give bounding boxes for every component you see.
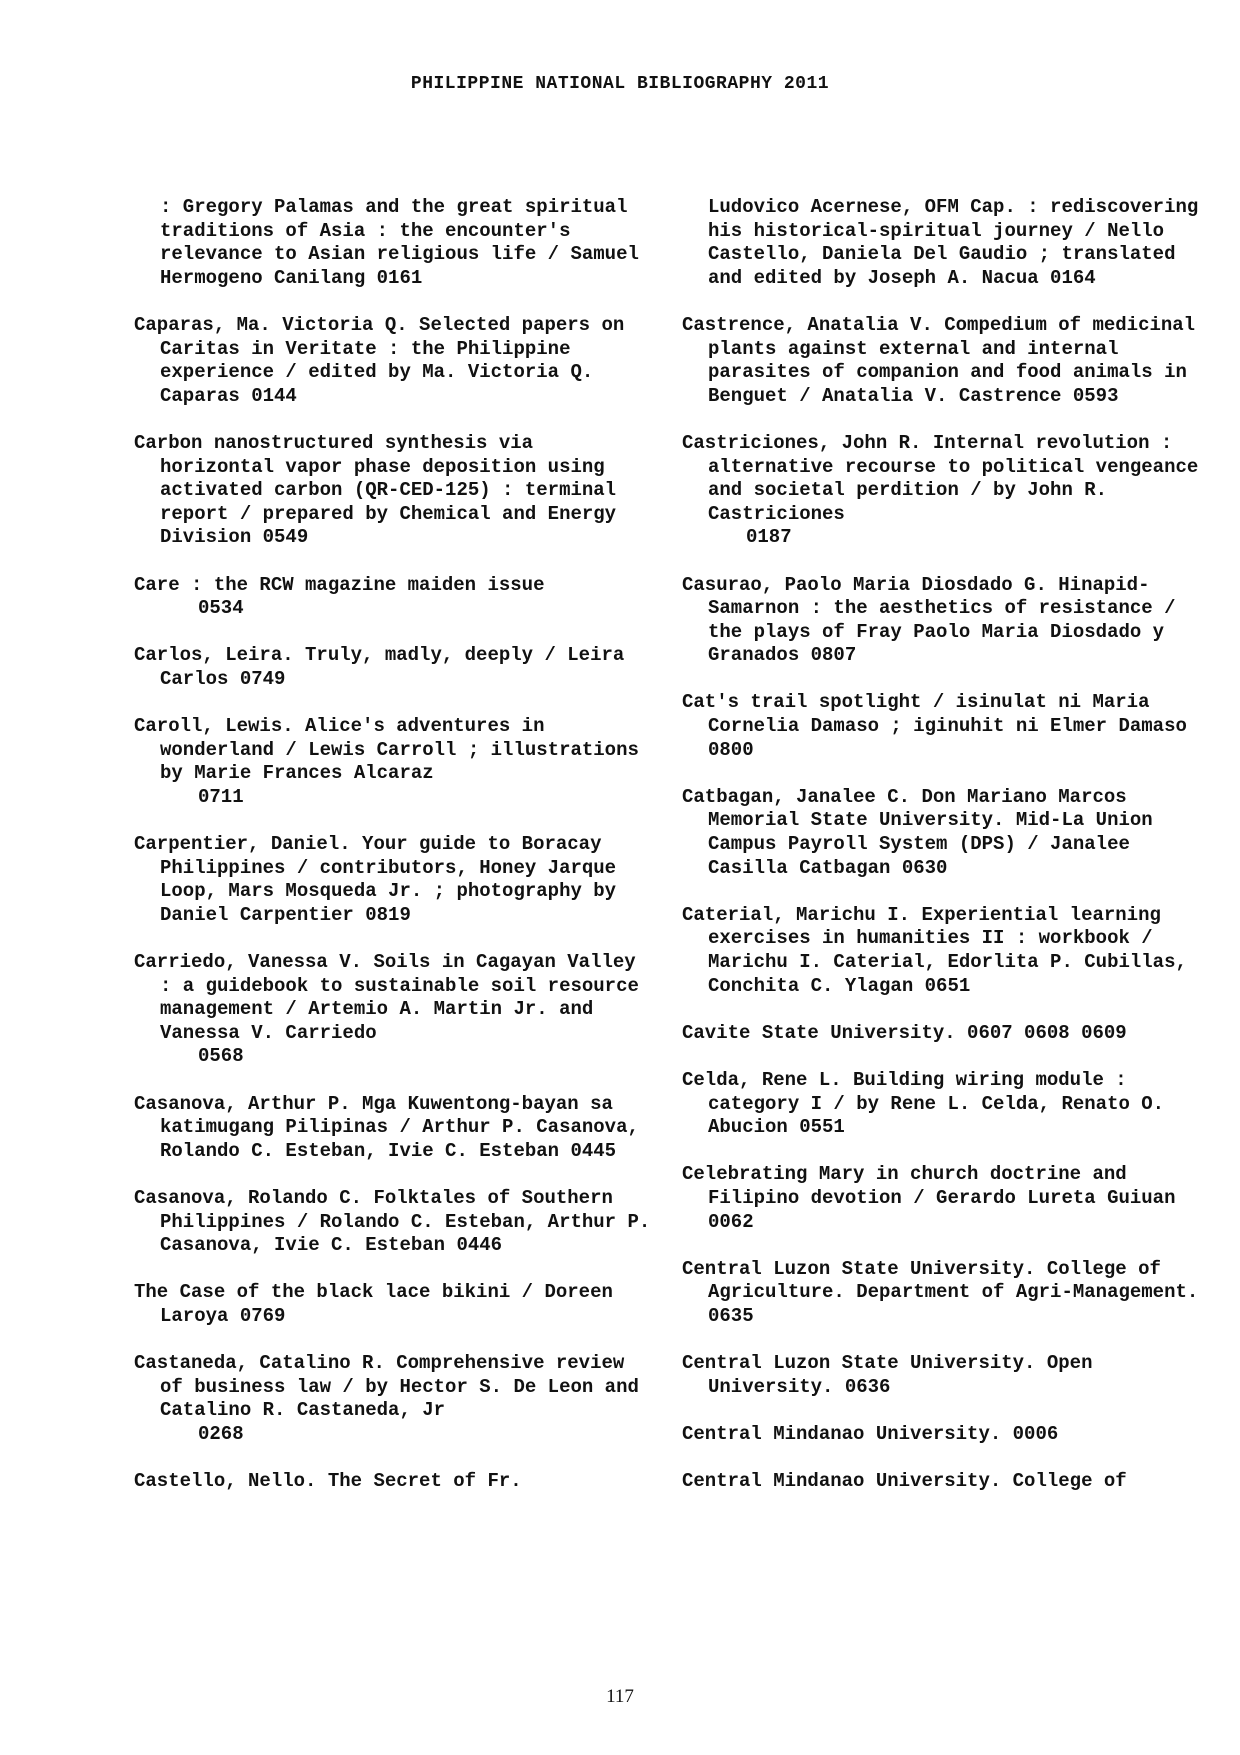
entry-text: Carriedo, Vanessa V. Soils in Cagayan Valley : a guidebook to sustainable soil resource management / Artemio A. Martin Jr. and Vanessa V. Carriedo <box>134 951 639 1044</box>
entry-text: Cat's trail spotlight / isinulat ni Maria Cornelia Damaso ; iginuhit ni Elmer Damaso 0800 <box>682 691 1187 761</box>
entry-text: Carbon nanostructured synthesis via horizontal vapor phase deposition using activated carbon (QR-CED-125) : terminal report / prepared by Chemical and Energy Division 0549 <box>134 431 617 549</box>
entry-text: Caparas, Ma. Victoria Q. Selected papers on Caritas in Veritate : the Philippine experience / edited by Ma. Victoria Q. Caparas 0144 <box>134 313 625 407</box>
bibliography-entry <box>682 691 1202 762</box>
bibliography-entry <box>682 196 1202 290</box>
bibliography-entry <box>134 715 654 809</box>
bibliography-entry <box>134 574 654 621</box>
entry-text: The Case of the black lace bikini / Doreen Laroya 0769 <box>134 1281 613 1327</box>
entry-number: 0187 <box>746 526 792 549</box>
bibliography-entry <box>682 432 1202 550</box>
entry-text: Castaneda, Catalino R. Comprehensive review of business law / by Hector S. De Leon and Catalino R. Castaneda, Jr <box>134 1352 639 1422</box>
entry-number: 0534 <box>198 597 244 620</box>
entry-text: Carpentier, Daniel. Your guide to Boracay Philippines / contributors, Honey Jarque Loop, Mars Mosqueda Jr. ; photography by Daniel Carpentier 0819 <box>134 833 617 926</box>
bibliography-entry <box>134 833 654 927</box>
entry-text: Cavite State University. 0607 0608 0609 <box>682 1021 1127 1044</box>
entry-text: Casurao, Paolo Maria Diosdado G. Hinapid-Samarnon : the aesthetics of resistance / the plays of Fray Paolo Maria Diosdado y Granados 0807 <box>682 573 1176 667</box>
page-header: PHILIPPINE NATIONAL BIBLIOGRAPHY 2011 <box>410 74 830 94</box>
page-number: 117 <box>606 1686 634 1707</box>
entry-text: Central Mindanao University. College of <box>682 1470 1127 1493</box>
entry-text: Celda, Rene L. Building wiring module : category I / by Rene L. Celda, Renato O. Abucion 0551 <box>682 1068 1165 1139</box>
bibliography-entry <box>682 1163 1202 1234</box>
bibliography-entry <box>682 1470 1202 1494</box>
entry-text: Carlos, Leira. Truly, madly, deeply / Leira Carlos 0749 <box>134 644 625 690</box>
entry-text: Casanova, Arthur P. Mga Kuwentong-bayan sa katimugang Pilipinas / Arthur P. Casanova, Rolando C. Esteban, Ivie C. Esteban 0445 <box>134 1092 639 1162</box>
bibliography-entry <box>134 1352 654 1446</box>
bibliography-entry <box>682 904 1202 998</box>
bibliography-entry <box>134 432 654 550</box>
entry-text: Central Luzon State University. College of Agriculture. Department of Agri-Management. 0635 <box>682 1257 1199 1327</box>
bibliography-entry <box>682 786 1202 880</box>
entry-number: 0568 <box>198 1045 244 1068</box>
entry-text: : Gregory Palamas and the great spiritual traditions of Asia : the encounter's relevance to Asian religious life / Samuel Hermogeno Canilang 0161 <box>160 196 639 289</box>
bibliography-entry <box>682 1022 1202 1046</box>
bibliography-entry <box>134 314 654 408</box>
entry-text: Castello, Nello. The Secret of Fr. <box>134 1470 522 1493</box>
bibliography-entry <box>682 1423 1202 1447</box>
bibliography-entry <box>682 1069 1202 1140</box>
bibliography-entry <box>134 1281 654 1328</box>
entry-text: Caroll, Lewis. Alice's adventures in wonderland / Lewis Carroll ; illustrations by Marie Frances Alcaraz <box>134 715 639 785</box>
bibliography-entry <box>682 1352 1202 1399</box>
bibliography-entry <box>134 644 654 691</box>
bibliography-entry <box>682 574 1202 668</box>
entry-text: Ludovico Acernese, OFM Cap. : rediscovering his historical-spiritual journey / Nello Castello, Daniela Del Gaudio ; translated and edited by Joseph A. Nacua 0164 <box>708 196 1199 289</box>
bibliography-entry <box>134 196 654 290</box>
bibliography-entry <box>134 1187 654 1258</box>
entry-text: Casanova, Rolando C. Folktales of Southern Philippines / Rolando C. Esteban, Arthur P. Casanova, Ivie C. Esteban 0446 <box>134 1186 651 1257</box>
entry-text: Care : the RCW magazine maiden issue <box>134 573 545 596</box>
entry-text: Castriciones, John R. Internal revolution : alternative recourse to political vengeance and societal perdition / by John R. Castriciones <box>682 431 1199 525</box>
bibliography-entry <box>134 1470 654 1494</box>
entry-text: Catbagan, Janalee C. Don Mariano Marcos Memorial State University. Mid-La Union Campus Payroll System (DPS) / Janalee Casilla Catbagan 0630 <box>682 785 1153 879</box>
entry-text: Celebrating Mary in church doctrine and Filipino devotion / Gerardo Lureta Guiuan 0062 <box>682 1163 1176 1233</box>
left-column <box>134 196 654 1517</box>
bibliography-entry <box>682 314 1202 408</box>
entry-text: Caterial, Marichu I. Experiential learning exercises in humanities II : workbook / Marichu I. Caterial, Edorlita P. Cubillas, Conchita C. Ylagan 0651 <box>682 903 1187 997</box>
right-column <box>682 196 1202 1517</box>
entry-text: Central Mindanao University. 0006 <box>682 1422 1059 1445</box>
bibliography-entry <box>682 1258 1202 1329</box>
bibliography-entry <box>134 951 654 1069</box>
entry-text: Castrence, Anatalia V. Compedium of medicinal plants against external and internal parasites of companion and food animals in Benguet / Anatalia V. Castrence 0593 <box>682 313 1196 407</box>
entry-text: Central Luzon State University. Open University. 0636 <box>682 1352 1093 1398</box>
bibliography-entry <box>134 1093 654 1164</box>
entry-number: 0268 <box>198 1422 244 1445</box>
entry-number: 0711 <box>198 785 244 808</box>
